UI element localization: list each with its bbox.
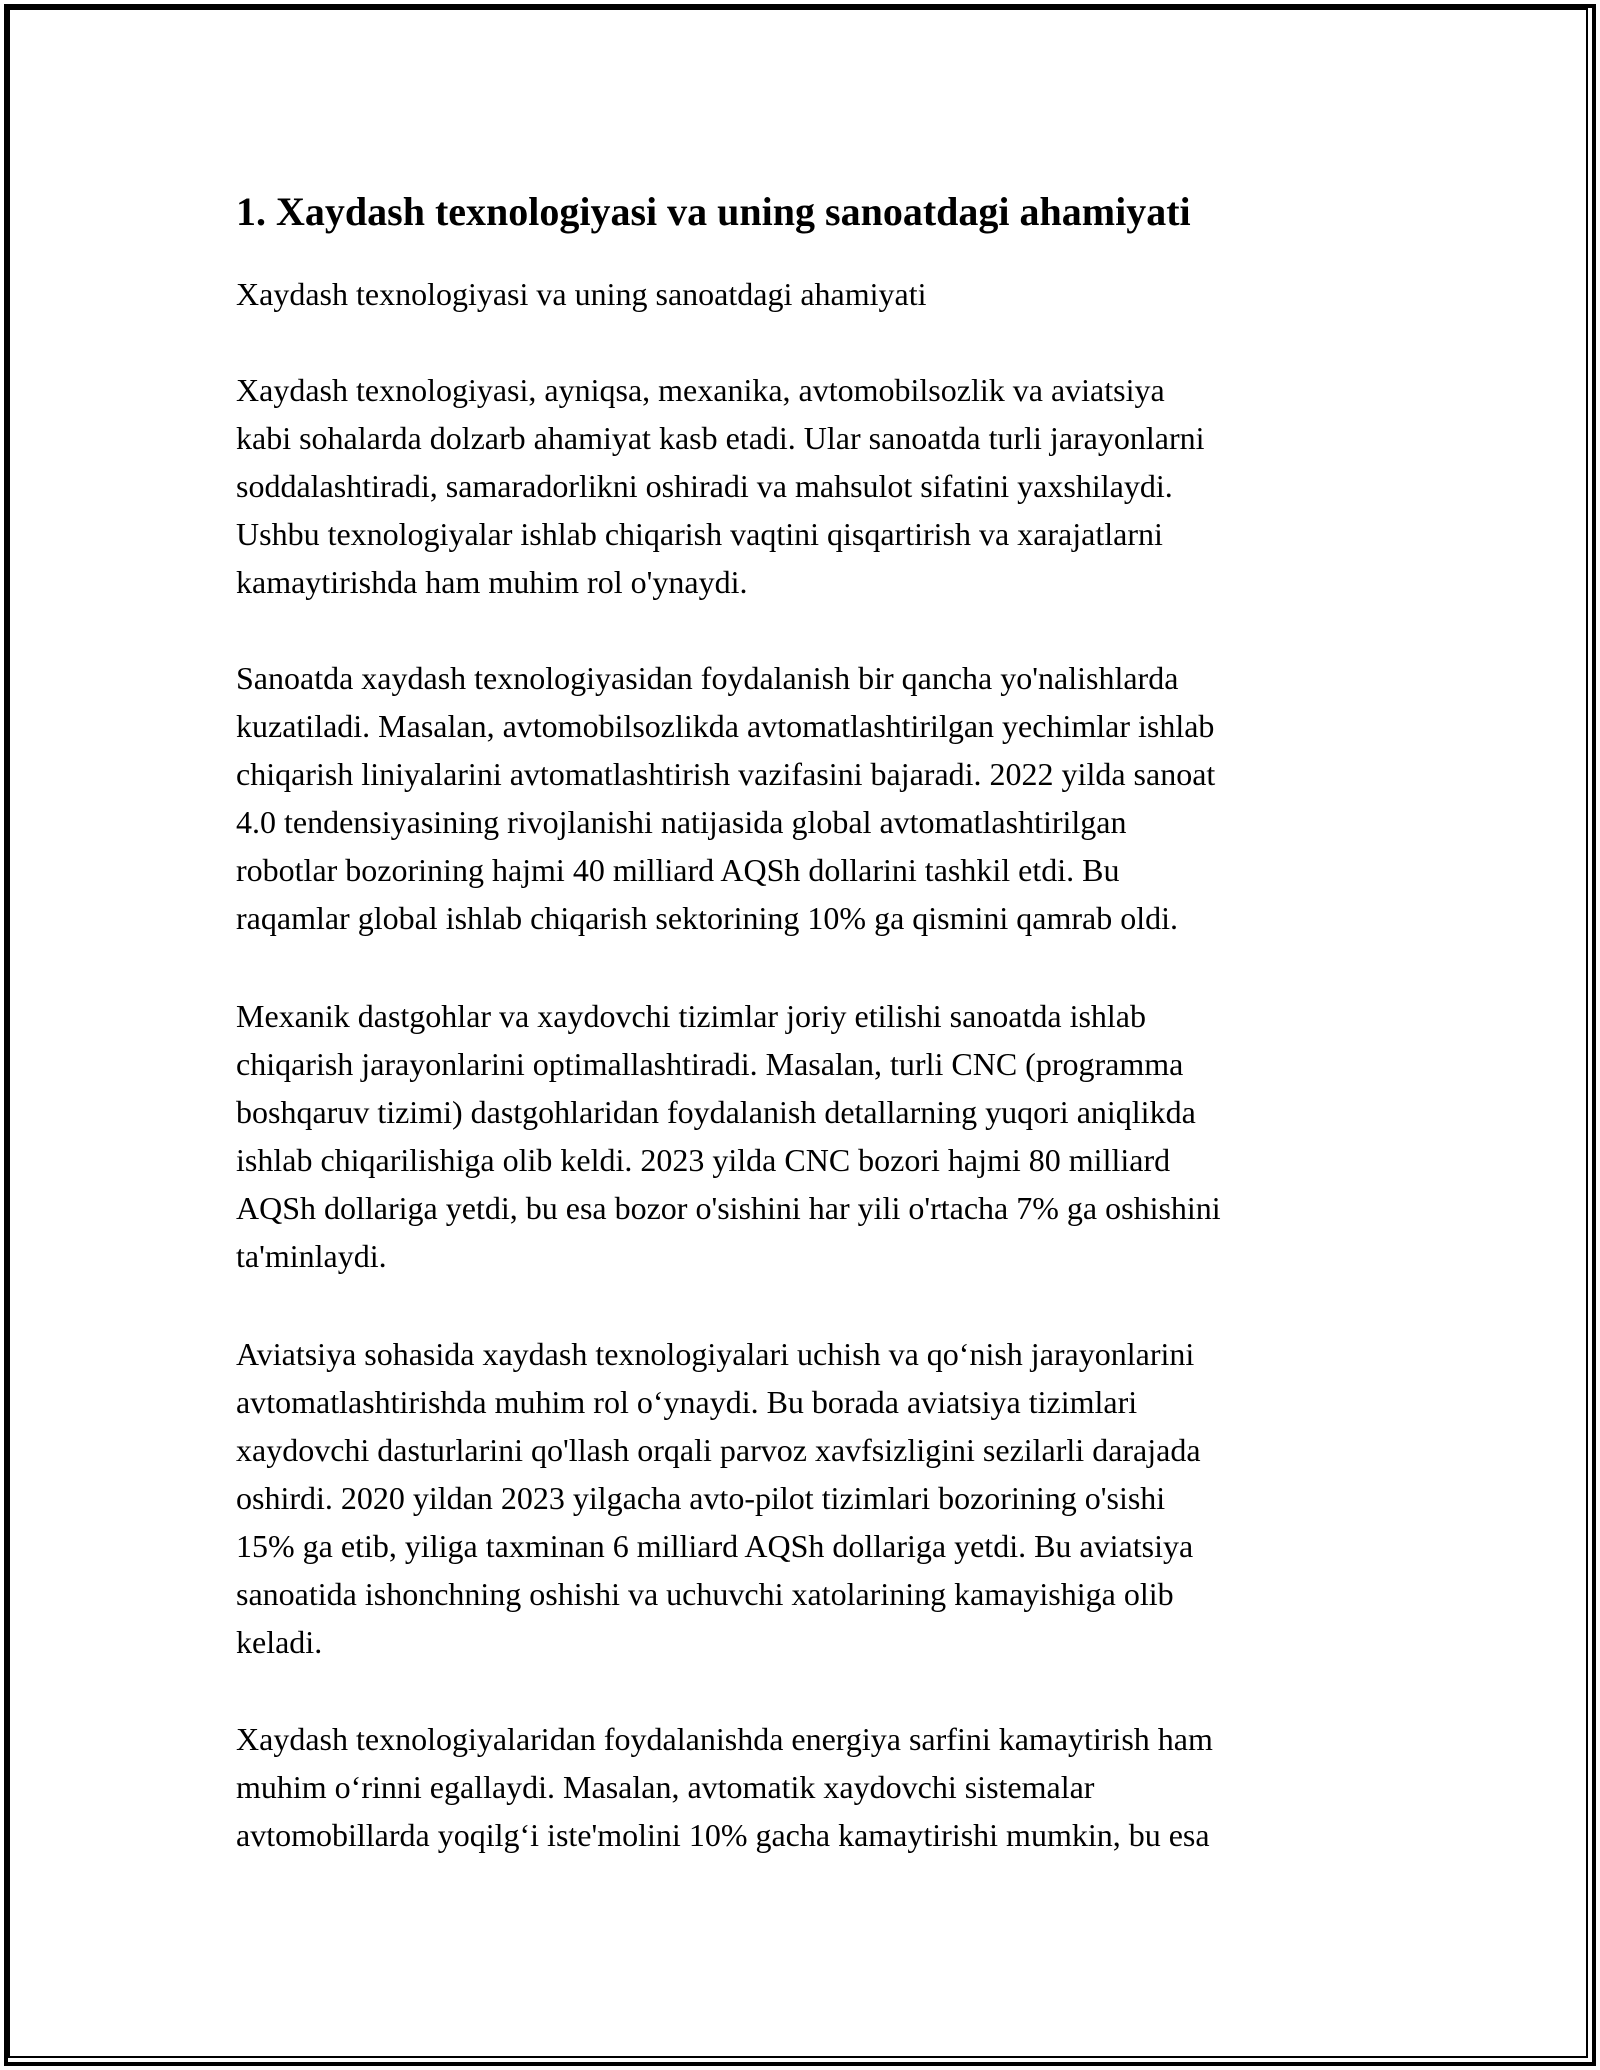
paragraph-line: avtomobillarda yoqilg‘i iste'molini 10% gacha kamaytirishi mumkin, bu esa <box>236 1817 1210 1853</box>
paragraph-line: Mexanik dastgohlar va xaydovchi tizimlar joriy etilishi sanoatda ishlab <box>236 998 1146 1034</box>
paragraph-line: kabi sohalarda dolzarb ahamiyat kasb etadi. Ular sanoatda turli jarayonlarni <box>236 420 1205 456</box>
paragraph-line: kamaytirishda ham muhim rol o'ynaydi. <box>236 564 748 600</box>
paragraph-line: soddalashtiradi, samaradorlikni oshiradi va mahsulot sifatini yaxshilaydi. <box>236 468 1173 504</box>
section-subtitle: Xaydash texnologiyasi va uning sanoatdagi ahamiyati <box>236 276 927 312</box>
paragraph-line: keladi. <box>236 1624 323 1660</box>
paragraph-line: kuzatiladi. Masalan, avtomobilsozlikda avtomatlashtirilgan yechimlar ishlab <box>236 708 1215 744</box>
paragraph-line: raqamlar global ishlab chiqarish sektorining 10% ga qismini qamrab oldi. <box>236 900 1179 936</box>
paragraph-line: chiqarish liniyalarini avtomatlashtirish vazifasini bajaradi. 2022 yilda sanoat <box>236 756 1216 792</box>
paragraph-line: muhim o‘rinni egallaydi. Masalan, avtomatik xaydovchi sistemalar <box>236 1769 1095 1805</box>
paragraph-line: avtomatlashtirishda muhim rol o‘ynaydi. Bu borada aviatsiya tizimlari <box>236 1384 1138 1420</box>
paragraph <box>236 654 1386 942</box>
paragraph <box>236 992 1386 1280</box>
paragraph-line: boshqaruv tizimi) dastgohlaridan foydalanish detallarning yuqori aniqlikda <box>236 1094 1196 1130</box>
paragraph <box>236 1715 1386 1859</box>
paragraph-line: ishlab chiqarilishiga olib keldi. 2023 yilda CNC bozori hajmi 80 milliard <box>236 1142 1171 1178</box>
paragraph-line: xaydovchi dasturlarini qo'llash orqali parvoz xavfsizligini sezilarli darajada <box>236 1432 1201 1468</box>
paragraph-line: Xaydash texnologiyasi, ayniqsa, mexanika, avtomobilsozlik va aviatsiya <box>236 372 1165 408</box>
paragraph-line: 15% ga etib, yiliga taxminan 6 milliard AQSh dollariga yetdi. Bu aviatsiya <box>236 1528 1194 1564</box>
paragraph-line: Sanoatda xaydash texnologiyasidan foydalanish bir qancha yo'nalishlarda <box>236 660 1179 696</box>
paragraph <box>236 366 1386 606</box>
paragraph-line: robotlar bozorining hajmi 40 milliard AQSh dollarini tashkil etdi. Bu <box>236 852 1120 888</box>
paragraph-line: oshirdi. 2020 yildan 2023 yilgacha avto-pilot tizimlari bozorining o'sishi <box>236 1480 1166 1516</box>
paragraph-line: chiqarish jarayonlarini optimallashtiradi. Masalan, turli CNC (programma <box>236 1046 1184 1082</box>
paragraph-line: Xaydash texnologiyalaridan foydalanishda energiya sarfini kamaytirish ham <box>236 1721 1213 1757</box>
paragraph-line: 4.0 tendensiyasining rivojlanishi natijasida global avtomatlashtirilgan <box>236 804 1127 840</box>
paragraph-line: AQSh dollariga yetdi, bu esa bozor o'sishini har yili o'rtacha 7% ga oshishini <box>236 1190 1221 1226</box>
paragraph <box>236 1330 1386 1666</box>
paragraph-line: sanoatida ishonchning oshishi va uchuvchi xatolarining kamayishiga olib <box>236 1576 1174 1612</box>
paragraph-line: Ushbu texnologiyalar ishlab chiqarish vaqtini qisqartirish va xarajatlarni <box>236 516 1163 552</box>
paragraph-line: Aviatsiya sohasida xaydash texnologiyalari uchish va qo‘nish jarayonlarini <box>236 1336 1195 1372</box>
section-heading: 1. Xaydash texnologiyasi va uning sanoatdagi ahamiyati <box>236 189 1191 234</box>
paragraph-line: ta'minlaydi. <box>236 1238 387 1274</box>
